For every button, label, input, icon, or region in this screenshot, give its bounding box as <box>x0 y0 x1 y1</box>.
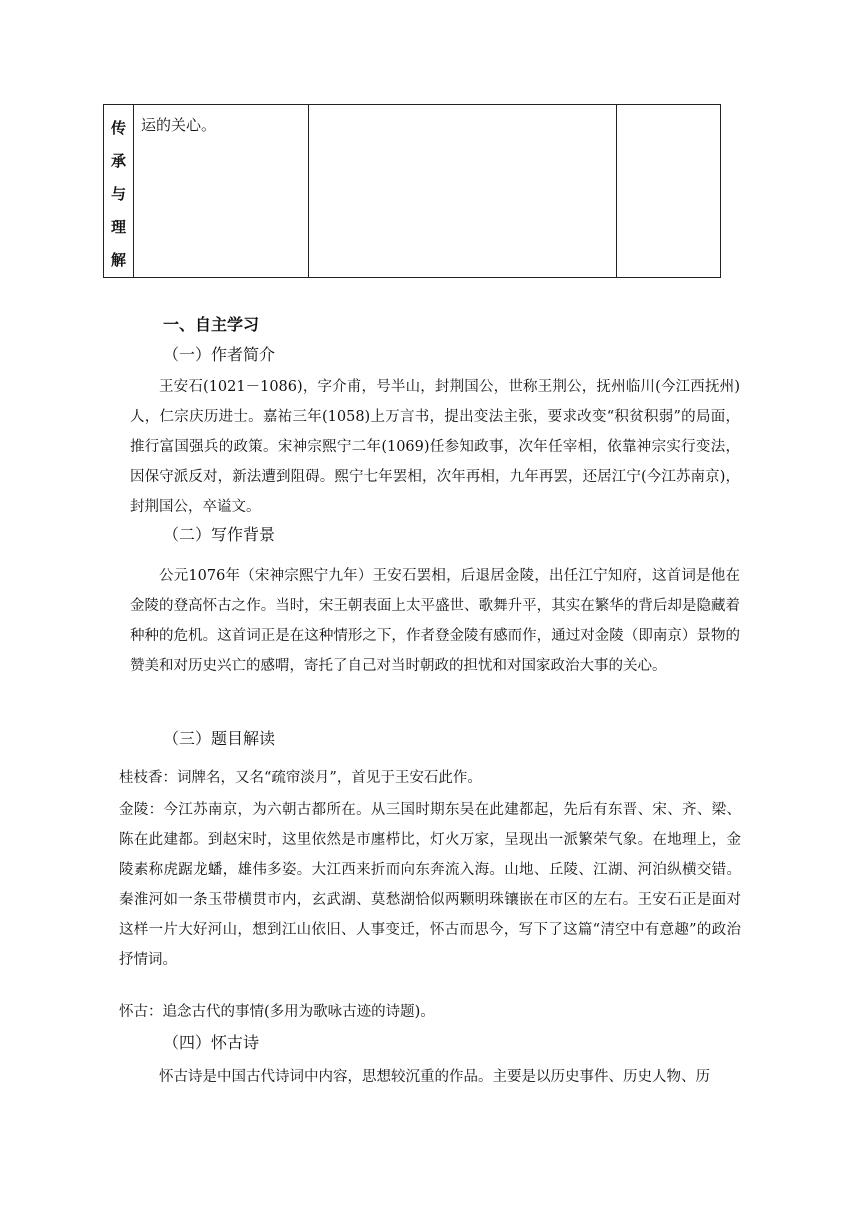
vertical-label-cell <box>104 105 134 278</box>
term-huaigu: 怀古：追念古代的事情(多用为歌咏古迹的诗题)。 <box>119 1004 435 1020</box>
label-char: 传 <box>110 119 126 137</box>
label-char: 理 <box>110 218 126 236</box>
term-guizhixiang: 桂枝香：词牌名，又名“疏帘淡月”，首见于王安石此作。 <box>119 770 482 786</box>
content-cell <box>134 105 309 278</box>
author-intro-paragraph: 王安石(1021－1086)，字介甫，号半山，封荆国公，世称王荆公，抚州临川(今江西抚州)人，仁宗庆历进士。嘉祐三年(1058)上万言书，提出变法主张，要求改变“积贫积弱”的局面，推行富国强兵的政策。宋神宗熙宁二年(1069)任参知政事，次年任宰相，依靠神宗实行变法，因保守派反对，新法遭到阻碍。熙宁七年罢相，次年再相，九年再罢，还居江宁(今江苏南京)，封荆国公，卒谥文。 <box>130 379 740 515</box>
background-paragraph: 公元1076年（宋神宗熙宁九年）王安石罢相，后退居金陵，出任江宁知府，这首词是他在金陵的登高怀古之作。当时，宋王朝表面上太平盛世、歌舞升平，其实在繁华的背后却是隐藏着种种的危机。这首词正是在这种情形之下，作者登金陵有感而作，通过对金陵（即南京）景物的赞美和对历史兴亡的感喟，寄托了自己对当时朝政的担忧和对国家政治大事的关心。 <box>130 568 740 674</box>
subsection-title-huaigu-poem: （四）怀古诗 <box>163 1033 260 1052</box>
subsection-title-background: （二）写作背景 <box>163 525 276 544</box>
table-row <box>104 105 721 278</box>
empty-cell <box>309 105 617 278</box>
label-char: 解 <box>110 251 126 269</box>
subsection-title-author: （一）作者简介 <box>163 345 276 364</box>
label-char: 与 <box>110 185 126 203</box>
huaigu-poem-paragraph: 怀古诗是中国古代诗词中内容，思想较沉重的作品。主要是以历史事件、历史人物、历 <box>159 1069 710 1085</box>
label-char: 承 <box>110 152 126 170</box>
cell-text: 运的关心。 <box>141 116 217 134</box>
summary-table <box>103 104 721 278</box>
vertical-label <box>104 105 133 277</box>
subsection-title-title-reading: （三）题目解读 <box>163 729 276 748</box>
empty-cell <box>617 105 721 278</box>
section-title: 一、自主学习 <box>163 315 260 334</box>
term-jinling: 金陵：今江苏南京，为六朝古都所在。从三国时期东吴在此建都起，先后有东晋、宋、齐、梁、陈在此建都。到赵宋时，这里依然是市廛栉比，灯火万家，呈现出一派繁荣气象。在地理上，金陵素称虎踞龙蟠，雄伟多姿。大江西来折而向东奔流入海。山地、丘陵、江湖、河泊纵横交错。秦淮河如一条玉带横贯市内，玄武湖、莫愁湖恰似两颗明珠镶嵌在市区的左右。王安石正是面对这样一片大好河山，想到江山依旧、人事变迁，怀古而思今，写下了这篇“清空中有意趣”的政治抒情词。 <box>119 802 741 968</box>
